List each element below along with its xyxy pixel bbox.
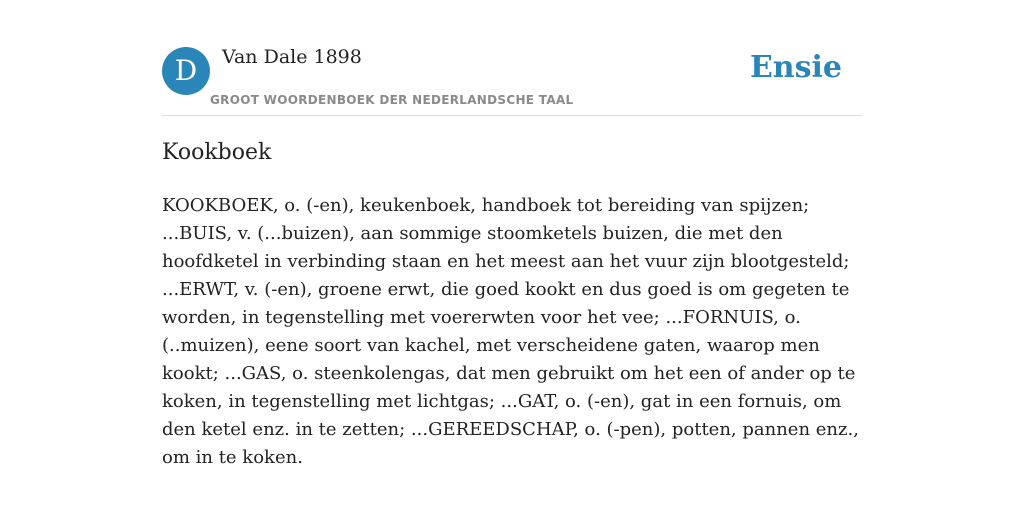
entry-definition: KOOKBOEK, o. (-en), keukenboek, handboek tot bereiding van spijzen; ...BUIS, v. (...buizen), aan sommige stoomketels buizen, die met den hoofdketel in verbinding staan en het meest aan het vuur zijn blootgesteld; ...ERWT, v. (-en), groene erwt, die goed kookt en dus goed is om gegeten te worden, in tegenstelling met voererwten voor het vee; ...FORNUIS, o. (..muizen), eene soort van kachel, met verscheidene gaten, waarop men kookt; ...GAS, o. steenkolengas, dat men gebruikt om het een of ander op te koken, in tegenstelling met lichtgas; ...GAT, o. (-en), gat in een fornuis, om den ketel enz. in te zetten; ...GEREEDSCHAP, o. (-pen), potten, pannen enz., om in te koken. [162,195,859,468]
source-subtitle: GROOT WOORDENBOEK DER NEDERLANDSCHE TAAL [210,93,574,107]
entry-title: Kookboek [162,140,272,165]
source-title[interactable]: Van Dale 1898 [222,46,362,68]
source-avatar: D [162,47,210,95]
dictionary-card [162,0,862,512]
card-header [162,0,862,116]
brand-logo[interactable]: Ensie [749,50,842,85]
